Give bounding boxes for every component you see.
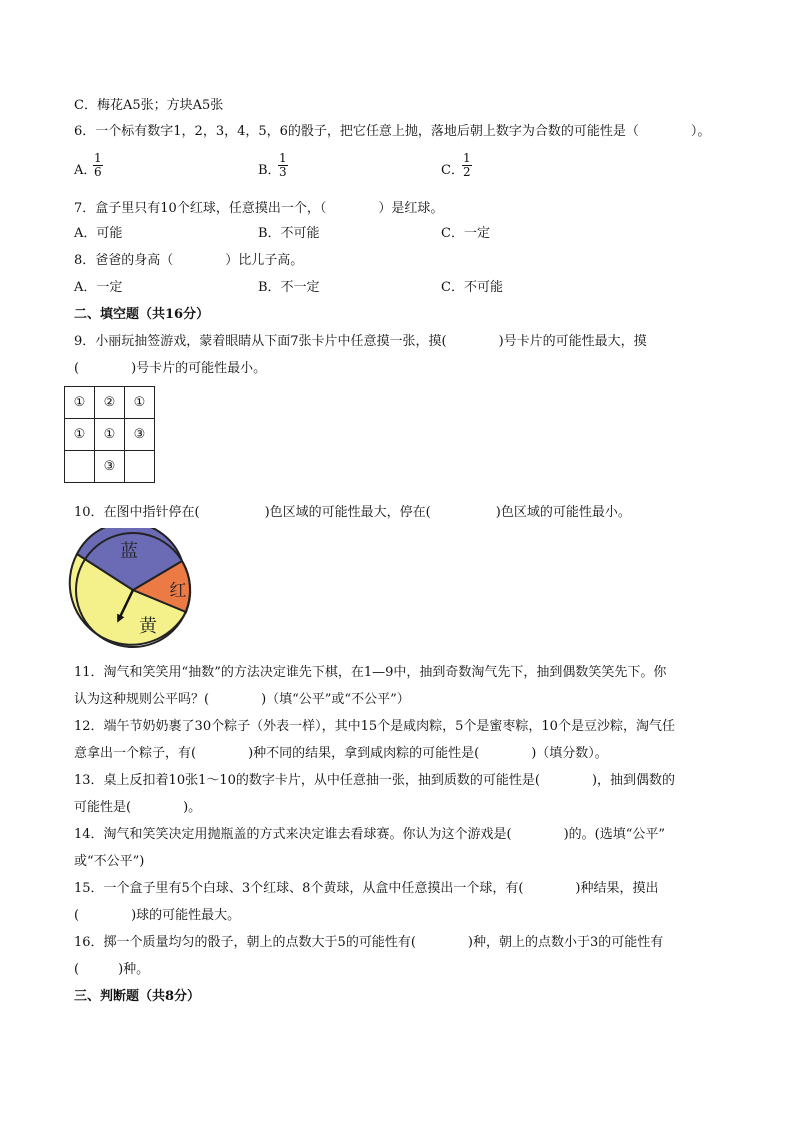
grid-card [125,451,155,483]
grid-card: ③ [125,419,155,451]
q6-option-b-label: B． [258,163,281,178]
q14-line-2: 或“不公平”) [74,854,145,869]
q13-line-2: 可能性是( )。 [74,800,202,815]
fraction-denominator: 3 [279,165,287,179]
q9-card-grid [64,386,155,483]
grid-row [65,419,155,451]
q9-line-2: ( )号卡片的可能性最小。 [74,361,267,376]
grid-card: ① [95,419,125,451]
q5-option-c: C．梅花A5张；方块A5张 [74,98,224,113]
grid-card: ② [95,387,125,419]
q13-line-1: 13．桌上反扣着10张1～10的数字卡片，从中任意抽一张，抽到质数的可能性是( )，抽到偶数的 [74,773,676,788]
grid-card: ① [65,387,95,419]
q6-text: 6．一个标有数字1，2，3，4，5，6的骰子，把它任意上抛，落地后朝上数字为合数的可能性是（ ）。 [74,124,711,139]
grid-card [65,451,95,483]
q7-option-b: B．不可能 [258,226,320,241]
q15-line-1: 15．一个盒子里有5个白球、3个红球、8个黄球，从盒中任意摸出一个球，有( )种结果，摸出 [74,881,659,896]
q6-option-c-fraction [462,152,472,179]
fraction-numerator: 1 [279,151,287,165]
grid-card: ① [125,387,155,419]
section-3-heading: 三、判断题（共8分） [74,989,201,1004]
q12-line-1: 12．端午节奶奶裹了30个粽子（外表一样），其中15个是咸肉粽，5个是蜜枣粽，10个是豆沙粽，淘气任 [74,719,675,734]
q14-line-1: 14．淘气和笑笑决定用抛瓶盖的方式来决定谁去看球赛。你认为这个游戏是( )的。(选填“公平” [74,827,666,842]
grid-row [65,451,155,483]
q6-option-a-fraction [93,152,103,179]
grid-card: ① [65,419,95,451]
q10-text: 10．在图中指针停在( )色区域的可能性最大，停在( )色区域的可能性最小。 [74,505,631,520]
q6-option-c-label: C． [441,163,464,178]
q10-spinner-diagram [66,528,200,652]
q9-line-1: 9．小丽玩抽签游戏，蒙着眼睛从下面7张卡片中任意摸一张，摸( )号卡片的可能性最大，摸 [74,334,647,349]
q15-line-2: ( )球的可能性最大。 [74,908,241,923]
spinner-label-red: 红 [169,581,187,601]
fraction-denominator: 6 [94,165,102,179]
q7-text: 7．盒子里只有10个红球，任意摸出一个，（ ）是红球。 [74,201,444,216]
spinner-label-yellow: 黄 [139,616,157,637]
section-2-heading: 二、填空题（共16分） [74,307,210,322]
q11-line-2: 认为这种规则公平吗？( )（填“公平”或“不公平”） [74,692,410,707]
q7-option-c: C．一定 [441,226,490,241]
grid-card: ③ [95,451,125,483]
spinner-label-blue: 蓝 [120,541,138,562]
grid-row [65,387,155,419]
q8-option-c: C．不可能 [441,280,503,295]
fraction-numerator: 1 [463,151,471,165]
q16-line-2: ( )种。 [74,962,150,977]
q16-line-1: 16．掷一个质量均匀的骰子，朝上的点数大于5的可能性有( )种，朝上的点数小于3的可能性有 [74,935,664,950]
q12-line-2: 意拿出一个粽子，有( )种不同的结果，拿到咸肉粽的可能性是( )（填分数）。 [74,746,608,761]
q8-option-b: B．不一定 [258,280,320,295]
fraction-numerator: 1 [94,151,102,165]
q6-option-b-fraction [278,152,288,179]
fraction-denominator: 2 [463,165,471,179]
q6-option-a-label: A． [74,163,97,178]
q8-option-a: A．一定 [74,280,123,295]
q8-text: 8．爸爸的身高（ ）比儿子高。 [74,253,304,268]
q11-line-1: 11．淘气和笑笑用“抽数”的方法决定谁先下棋，在1—9中，抽到奇数淘气先下，抽到偶数笑笑先下。你 [74,665,667,680]
q7-option-a: A．可能 [74,226,123,241]
